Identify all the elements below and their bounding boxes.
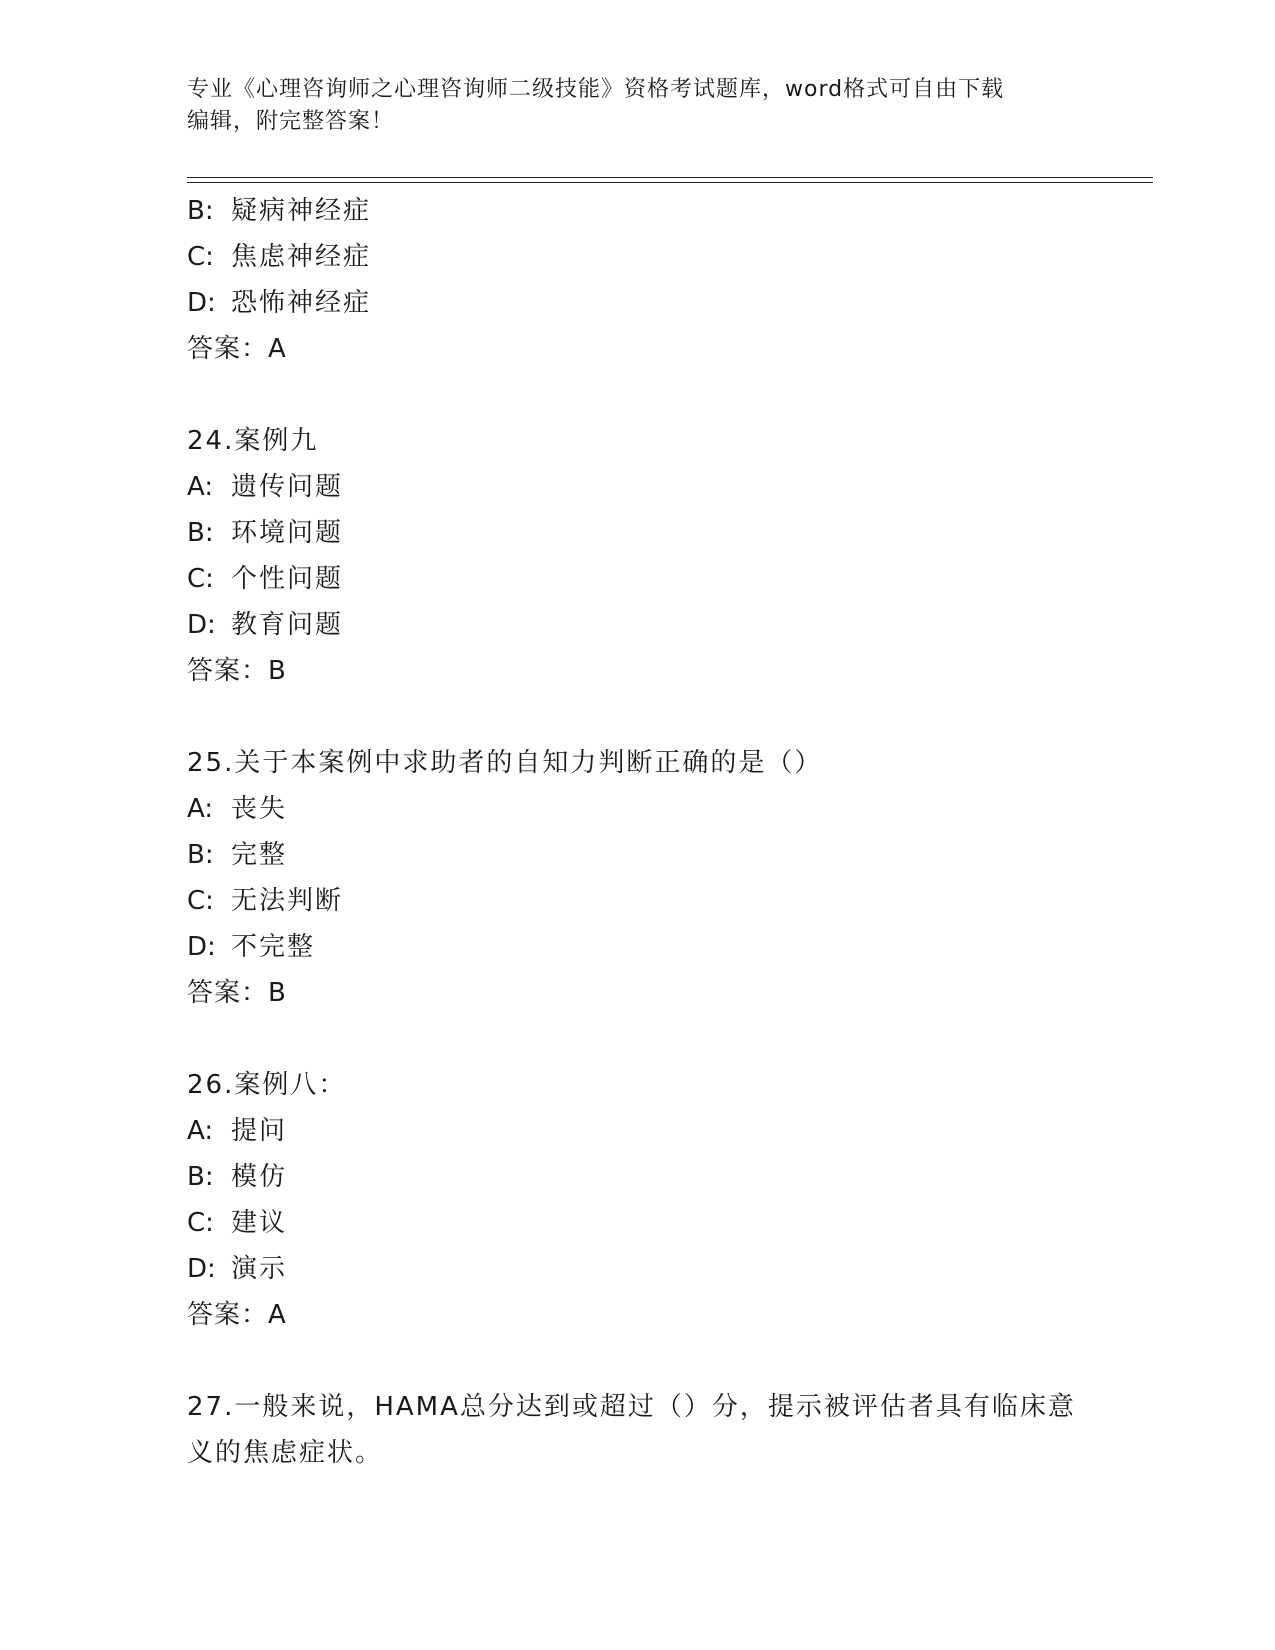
answer-line: 答案：B	[187, 656, 287, 686]
option-text: 个性问题	[231, 564, 344, 594]
option-c	[187, 1200, 1087, 1246]
option-text: 环境问题	[231, 518, 344, 548]
option-letter: D:	[187, 932, 216, 962]
option-text: 遗传问题	[231, 472, 344, 502]
option-text: 完整	[231, 840, 288, 870]
header-line-2: 编辑，附完整答案！	[187, 109, 395, 134]
option-c	[187, 878, 1087, 924]
option-text: 演示	[231, 1254, 288, 1284]
option-letter: D:	[187, 610, 216, 640]
option-text: 提问	[231, 1116, 288, 1146]
option-letter: B:	[187, 1162, 214, 1192]
question-stem: 24.案例九	[187, 426, 319, 456]
option-letter: D:	[187, 1254, 216, 1284]
document-header	[187, 74, 1067, 138]
answer-line: 答案：A	[187, 1300, 287, 1330]
option-d	[187, 602, 1087, 648]
option-a	[187, 464, 1087, 510]
question-stem-line-2: 义的焦虑症状。	[187, 1438, 384, 1468]
option-b	[187, 188, 1087, 234]
option-letter: A:	[187, 1116, 214, 1146]
question-26	[187, 1062, 1087, 1338]
spacer	[187, 372, 1087, 418]
option-a	[187, 1108, 1087, 1154]
option-text: 焦虑神经症	[231, 242, 372, 272]
question-24	[187, 418, 1087, 694]
option-text: 恐怖神经症	[231, 288, 372, 318]
option-d	[187, 280, 1087, 326]
option-text: 疑病神经症	[231, 196, 372, 226]
option-letter: A:	[187, 472, 214, 502]
option-b	[187, 832, 1087, 878]
header-divider-bottom	[187, 182, 1153, 183]
option-letter: D:	[187, 288, 216, 318]
option-letter: C:	[187, 242, 214, 272]
spacer	[187, 694, 1087, 740]
spacer	[187, 1338, 1087, 1384]
option-letter: B:	[187, 196, 214, 226]
question-stem-line-1: 27.一般来说，HAMA总分达到或超过（）分，提示被评估者具有临床意	[187, 1392, 1076, 1422]
option-letter: B:	[187, 518, 214, 548]
option-letter: C:	[187, 886, 214, 916]
header-divider-top	[187, 177, 1153, 178]
option-c	[187, 234, 1087, 280]
header-line-1: 专业《心理咨询师之心理咨询师二级技能》资格考试题库，word格式可自由下载	[187, 77, 1005, 102]
option-letter: C:	[187, 1208, 214, 1238]
option-d	[187, 924, 1087, 970]
option-text: 模仿	[231, 1162, 288, 1192]
option-d	[187, 1246, 1087, 1292]
option-letter: B:	[187, 840, 214, 870]
option-a	[187, 786, 1087, 832]
spacer	[187, 1016, 1087, 1062]
option-letter: C:	[187, 564, 214, 594]
question-list	[187, 188, 1087, 1476]
option-text: 不完整	[231, 932, 316, 962]
question-stem: 25.关于本案例中求助者的自知力判断正确的是（）	[187, 748, 823, 778]
question-23-tail	[187, 188, 1087, 372]
option-text: 建议	[231, 1208, 288, 1238]
option-b	[187, 510, 1087, 556]
answer-line: 答案：A	[187, 334, 287, 364]
option-c	[187, 556, 1087, 602]
option-text: 教育问题	[231, 610, 344, 640]
question-27	[187, 1384, 1087, 1476]
question-stem: 26.案例八：	[187, 1070, 347, 1100]
option-text: 无法判断	[231, 886, 344, 916]
option-letter: A:	[187, 794, 214, 824]
answer-line: 答案：B	[187, 978, 287, 1008]
option-text: 丧失	[231, 794, 288, 824]
option-b	[187, 1154, 1087, 1200]
question-25	[187, 740, 1087, 1016]
